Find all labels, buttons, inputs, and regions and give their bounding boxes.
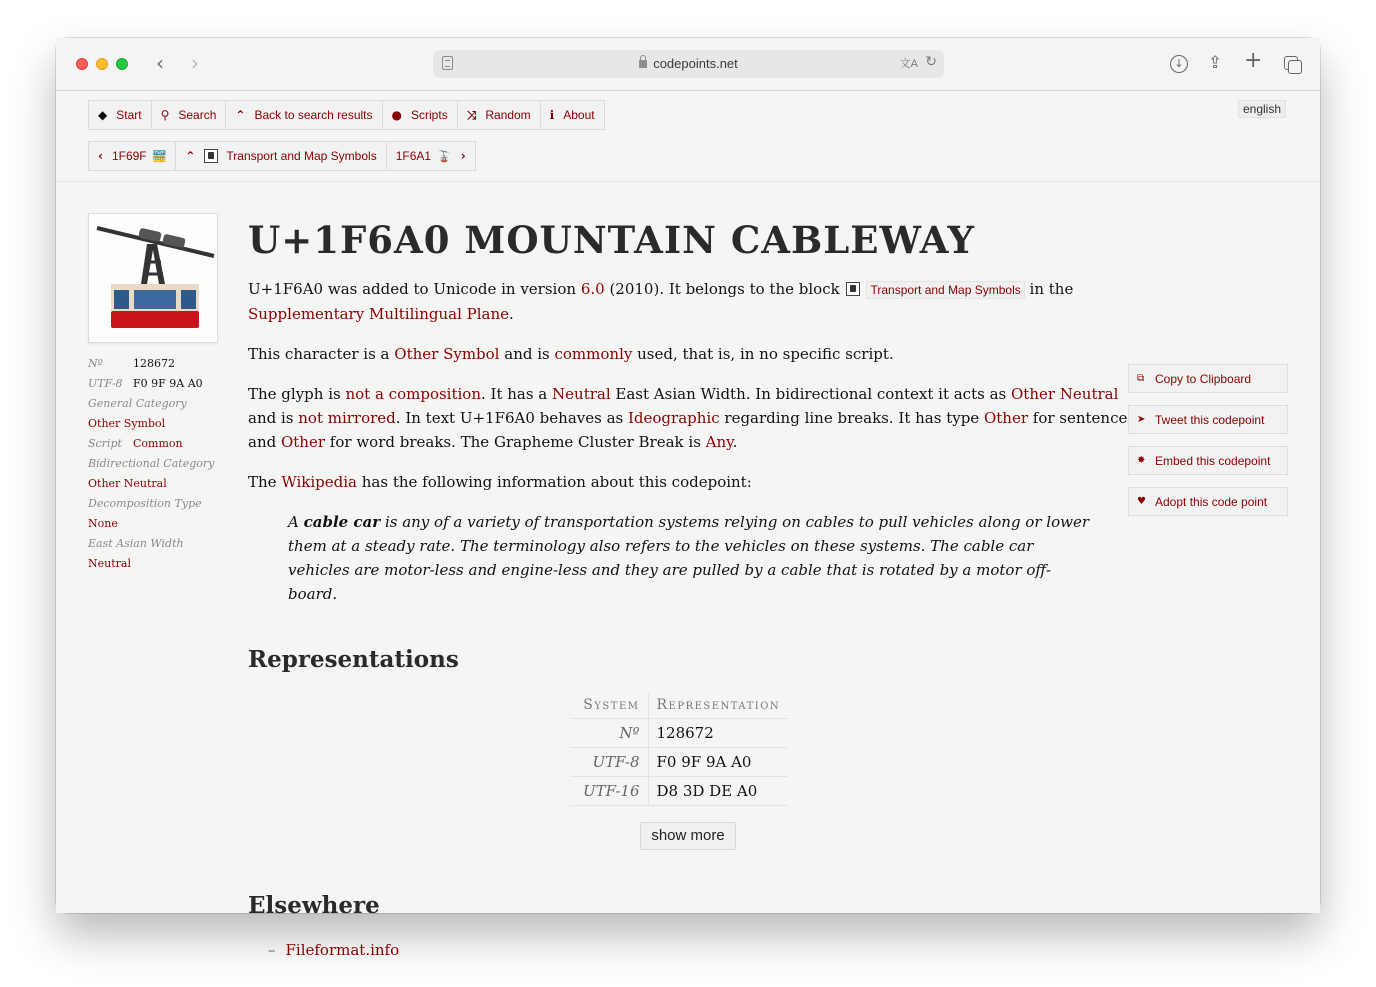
start-diamond-icon: ◆ [98,108,108,122]
prop-gc-label: General Category [88,397,187,410]
new-tab-icon[interactable]: + [1244,48,1263,73]
search-icon: ⚲ [160,108,170,122]
url-text: codepoints.net [653,56,738,71]
prop-ea-value [88,554,228,574]
wikipedia-link[interactable]: Wikipedia [281,473,357,491]
forward-button[interactable]: › [191,51,199,75]
glyph-paragraph: The glyph is not a composition. It has a Neutral East Asian Width. In bidirectional context it acts as Other Neutral and is not mirrored. In text U+1F6A0 behaves as Ideographic regarding line breaks. It has type Other for sentence and Other for word breaks. The Grapheme Cluster Break is Any. [248,385,1128,451]
chevron-up-icon: ⌃ [235,108,246,122]
eaw-link[interactable]: Neutral [552,385,611,403]
column-header-system: System [570,693,648,719]
translate-icon[interactable]: 文A [899,58,918,70]
nav-search[interactable]: ⚲ Search [152,101,227,129]
bidi-link[interactable]: Other Neutral [1011,385,1119,403]
block-icon [846,282,860,296]
page-title: U+1F6A0 MOUNTAIN CABLEWAY [248,218,975,262]
language-selector[interactable]: english [1238,100,1286,118]
east-asian-width-link[interactable]: Neutral [88,557,131,570]
elsewhere-list [268,941,1128,959]
show-more-button[interactable]: show more [640,822,736,850]
table-row: Nº 128672 [570,719,788,748]
main-content [248,211,1128,959]
browser-window [56,38,1320,959]
script-inline-link[interactable]: commonly [554,345,633,363]
prop-ea-label: East Asian Width [88,537,184,550]
twitter-bird-icon: ➤ [1137,414,1146,425]
script-link[interactable]: Common [133,437,183,450]
address-bar[interactable] [433,50,944,78]
action-buttons [1128,364,1288,528]
table-row: UTF-16 D8 3D DE A0 [570,777,788,806]
linebreak-link[interactable]: Ideographic [628,409,720,427]
block-icon [204,149,218,163]
copy-to-clipboard-button[interactable]: ⧉ Copy to Clipboard [1128,364,1288,393]
nav-start[interactable]: ◆ Start [89,101,152,129]
globe-icon: ● [391,108,403,122]
adopt-button[interactable]: ♥ Adopt this code point [1128,487,1288,516]
browser-toolbar [56,38,1320,91]
prop-gc-value [88,414,228,434]
prev-codepoint-link[interactable]: ‹ 1F69F 🚟 [89,142,176,170]
mirrored-link[interactable]: not mirrored [298,409,396,427]
category-link[interactable]: Other Symbol [394,345,500,363]
shuffle-icon: ⤨ [466,107,477,122]
representations-table [570,693,788,806]
sentence-break-link[interactable]: Other [983,409,1028,427]
intro-paragraph: U+1F6A0 was added to Unicode in version 6.0 (2010). It belongs to the block Transport and Map Symbols in the Supplementary Multilingual Plane. [248,280,1074,323]
reload-icon[interactable]: ↻ [925,54,937,70]
lock-icon [639,60,647,68]
heart-icon: ♥ [1137,496,1146,507]
general-category-link[interactable]: Other Symbol [88,417,166,430]
table-row: UTF-8 F0 9F 9A A0 [570,748,788,777]
next-glyph-icon: 🚡 [437,149,451,163]
nav-scripts[interactable]: ● Scripts [383,101,458,129]
close-window-button[interactable] [76,58,88,70]
prop-decomp-label: Decomposition Type [88,497,202,510]
block-link[interactable]: ⌃ Transport and Map Symbols [176,142,386,170]
tweet-button[interactable]: ➤ Tweet this codepoint [1128,405,1288,434]
fileformat-link[interactable]: Fileformat.info [285,941,400,959]
representations-heading: Representations [248,646,459,673]
category-paragraph: This character is a Other Symbol and is commonly used, that is, in no specific script. [248,345,894,363]
version-link[interactable]: 6.0 [580,280,605,298]
header-divider [56,181,1320,182]
chevron-up-icon: ⌃ [185,149,196,163]
share-icon[interactable]: ⇪ [1208,53,1223,73]
elsewhere-heading: Elsewhere [248,892,380,919]
embed-button[interactable]: ✸ Embed this codepoint [1128,446,1288,475]
prop-bidi-label: Bidirectional Category [88,457,215,470]
list-item: – Fileformat.info [268,941,400,959]
chevron-left-icon: ‹ [98,149,103,163]
composition-link[interactable]: not a composition [345,385,481,403]
block-nav [88,141,476,171]
url-display[interactable] [433,56,944,71]
wikipedia-quote: A cable car is any of a variety of transportation systems relying on cables to pull vehicles along or lower them at a steady rate. The terminology also refers to the vehicles on these systems. The cable car vehicles are motor-less and engine-less and they are pulled by a cable that is rotated by a motor off-board. [288,513,1089,603]
nav-about[interactable]: ℹ About [549,108,595,122]
nav-random[interactable]: ⤨ Random [458,101,541,129]
properties-sidebar [88,354,228,574]
nav-back-to-results[interactable]: ⌃ Back to search results [226,101,382,129]
prop-number: Nº 128672 [88,357,175,370]
page-content [56,91,1320,959]
download-icon[interactable]: ↓ [1170,55,1188,73]
prev-glyph-icon: 🚟 [152,149,167,163]
mountain-cableway-icon [89,214,219,344]
bidi-category-link[interactable]: Other Neutral [88,477,167,490]
chevron-right-icon: › [460,149,466,163]
gear-icon: ✸ [1137,455,1146,466]
glyph-image [88,213,218,343]
main-nav [88,100,605,130]
info-icon: ℹ [549,108,555,122]
word-break-link[interactable]: Other [280,433,326,451]
prop-utf8: UTF-8 F0 9F 9A A0 [88,377,203,390]
prop-decomp-value [88,514,228,534]
decomposition-type-link[interactable]: None [88,517,118,530]
prop-script: Script Common [88,437,183,450]
plane-link[interactable]: Supplementary Multilingual Plane [248,305,509,323]
tabs-overview-icon[interactable] [1284,56,1298,70]
block-inline-link[interactable]: Transport and Map Symbols [866,281,1024,299]
wikipedia-paragraph: The Wikipedia has the following information about this codepoint: [248,473,752,491]
column-header-representation: Representation [648,693,788,719]
minimize-window-button[interactable] [96,58,108,70]
grapheme-break-link[interactable]: Any [705,433,733,451]
zoom-window-button[interactable] [116,58,128,70]
prop-bidi-value [88,474,228,494]
next-codepoint-link[interactable]: 1F6A1 🚡 › [395,149,466,163]
copy-icon: ⧉ [1137,373,1145,384]
back-button[interactable]: ‹ [156,51,164,75]
